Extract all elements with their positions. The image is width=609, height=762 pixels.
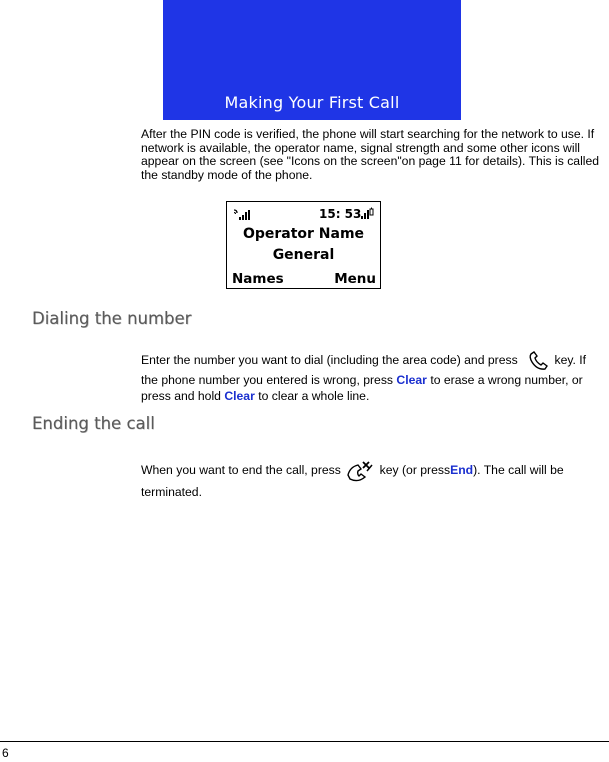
end-key-icon	[344, 459, 376, 483]
ending-text-2: key (or press	[379, 463, 451, 478]
phone-standby-screen	[226, 201, 381, 289]
right-softkey-label: Menu	[334, 271, 376, 287]
section-banner	[163, 0, 461, 120]
operator-name: Operator Name	[242, 226, 365, 242]
page-number: 6	[2, 746, 9, 760]
send-key-icon	[521, 350, 551, 372]
ending-heading: Ending the call	[32, 414, 155, 433]
ending-paragraph	[141, 459, 605, 501]
clock: 15: 53	[319, 207, 362, 221]
intro-paragraph: After the PIN code is verified, the phone will start searching for the network to use. If network is available, the operator name, signal strength and some other icons will appear on the screen (see "Icons on the screen"on page 11 for details). This is called the standby mode of the phone.	[141, 127, 600, 182]
battery-icon	[360, 207, 374, 220]
dialing-text-2: key. If the phone number you entered is wrong, press	[141, 353, 587, 387]
signal-strength-icon	[233, 209, 251, 221]
clear-key-label-2: Clear	[224, 389, 255, 403]
profile-name: General	[272, 247, 335, 263]
ending-text-3: ). The call will be terminated.	[141, 463, 564, 499]
left-softkey-label: Names	[232, 271, 284, 287]
status-bar	[231, 207, 376, 221]
footer-rule	[0, 741, 609, 742]
clear-key-label: Clear	[396, 373, 427, 387]
dialing-text-4: to clear a whole line.	[258, 389, 370, 403]
dialing-text-1: Enter the number you want to dial (including the area code) and press	[141, 353, 518, 368]
dialing-text-3: to erase a wrong number, or press and hold	[141, 373, 583, 403]
banner-title: Making Your First Call	[224, 93, 400, 112]
end-key-label: End	[450, 463, 474, 478]
dialing-heading: Dialing the number	[32, 309, 192, 328]
ending-text-1: When you want to end the call, press	[141, 463, 341, 478]
dialing-paragraph	[141, 350, 605, 404]
